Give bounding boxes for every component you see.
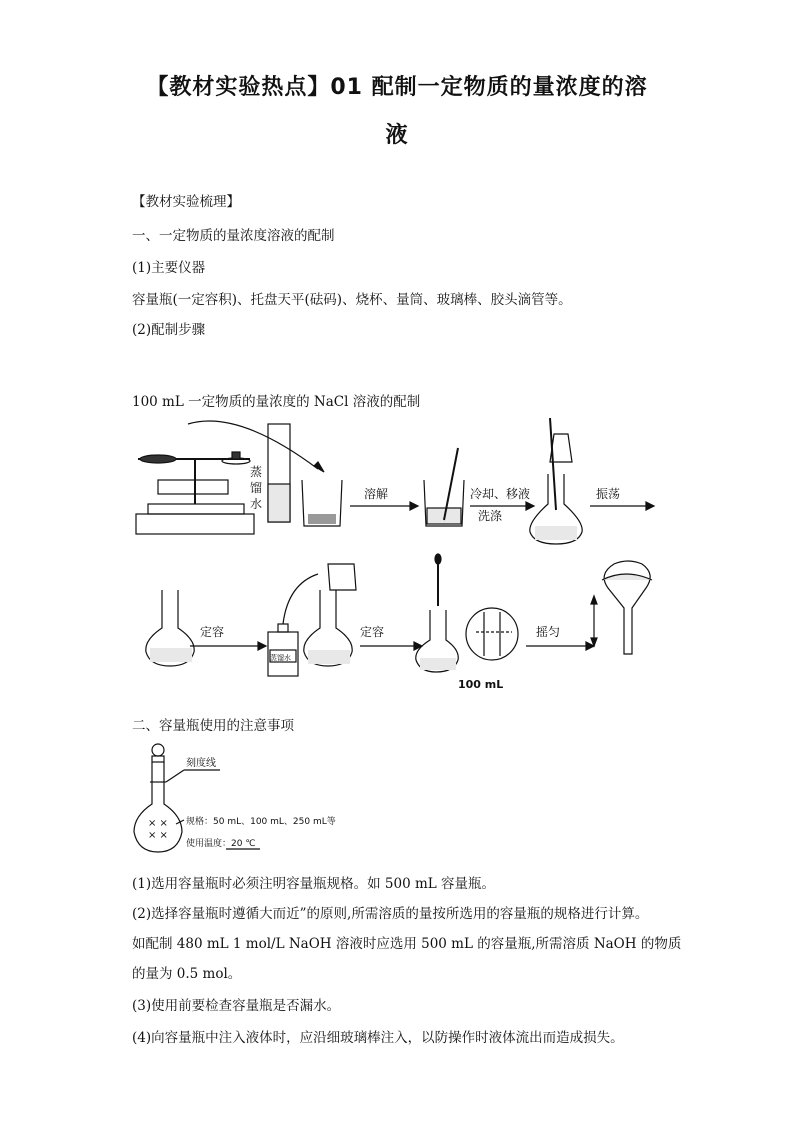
wash-bottle-label: 蒸馏水: [270, 654, 291, 662]
step-fix-volume-1: 定容: [200, 625, 225, 639]
beaker-with-rod: [424, 448, 464, 526]
note-1: (1)选用容量瓶时必须注明容量瓶规格。如 500 mL 容量瓶。: [132, 876, 496, 892]
note-3: (3)使用前要检查容量瓶是否漏水。: [132, 998, 341, 1014]
flask-inverting: [591, 561, 652, 654]
title-line-1: 【教材实验热点】01 配制一定物质的量浓度的溶: [146, 75, 648, 100]
water-label-3: 水: [250, 497, 263, 511]
water-label-1: 蒸: [250, 465, 263, 479]
flask-shaking: [146, 590, 194, 666]
step-dissolve: 溶解: [364, 487, 389, 501]
figure-caption: 100 mL 一定物质的量浓度的 NaCl 溶液的配制: [132, 394, 421, 410]
flask-spec-label: 规格：50 mL、100 mL、250 mL等: [186, 817, 336, 827]
flask-temp-label: 使用温度：20 ℃: [186, 839, 256, 849]
note-2c: 的量为 0.5 mol。: [132, 966, 242, 982]
part1-heading: 一、一定物质的量浓度溶液的配制: [132, 228, 335, 244]
step-wash: 洗涤: [478, 509, 503, 523]
dropper-and-flask: [416, 554, 458, 672]
note-2a: (2)选择容量瓶时遵循大而近”的原则,所需溶质的量按所选用的容量瓶的规格进行计算。: [132, 906, 649, 922]
part1-sub2: (2)配制步骤: [132, 322, 206, 338]
volumetric-flask-pour: [530, 418, 582, 544]
step-fix-volume-2: 定容: [360, 625, 385, 639]
volumetric-flask-figure: [128, 740, 348, 860]
beaker-with-solid: [302, 480, 342, 526]
preparation-steps-figure: [128, 414, 658, 696]
step-mix: 摇匀: [536, 625, 561, 639]
note-2b: 如配制 480 mL 1 mol/L NaOH 溶液时应选用 500 mL 的容量瓶,所需溶质 NaOH 的物质: [132, 936, 682, 952]
part2-heading: 二、容量瓶使用的注意事项: [132, 718, 294, 734]
flask-mark-label: 刻度线: [186, 758, 216, 769]
step-shake: 振荡: [596, 487, 621, 501]
flask-x-marks-2: × ×: [148, 830, 168, 841]
document-title: [100, 64, 694, 160]
water-label-2: 馏: [250, 481, 263, 495]
flask-x-marks-1: × ×: [148, 818, 168, 829]
meniscus-magnifier: [466, 608, 518, 660]
balance-illustration: [136, 421, 324, 534]
step-cool-transfer: 冷却、移液: [470, 487, 531, 501]
section-header: 【教材实验梳理】: [132, 194, 240, 210]
part1-sub1: (1)主要仪器: [132, 260, 206, 276]
title-line-2: 液: [385, 123, 409, 148]
volume-label: 100 mL: [458, 678, 504, 691]
instruments-text: 容量瓶(一定容积)、托盘天平(砝码)、烧杯、量筒、玻璃棒、胶头滴管等。: [132, 292, 572, 308]
volumetric-flask-fill: [304, 564, 356, 666]
note-4: (4)向容量瓶中注入液体时，应沿细玻璃棒注入，以防操作时液体流出而造成损失。: [132, 1030, 624, 1046]
